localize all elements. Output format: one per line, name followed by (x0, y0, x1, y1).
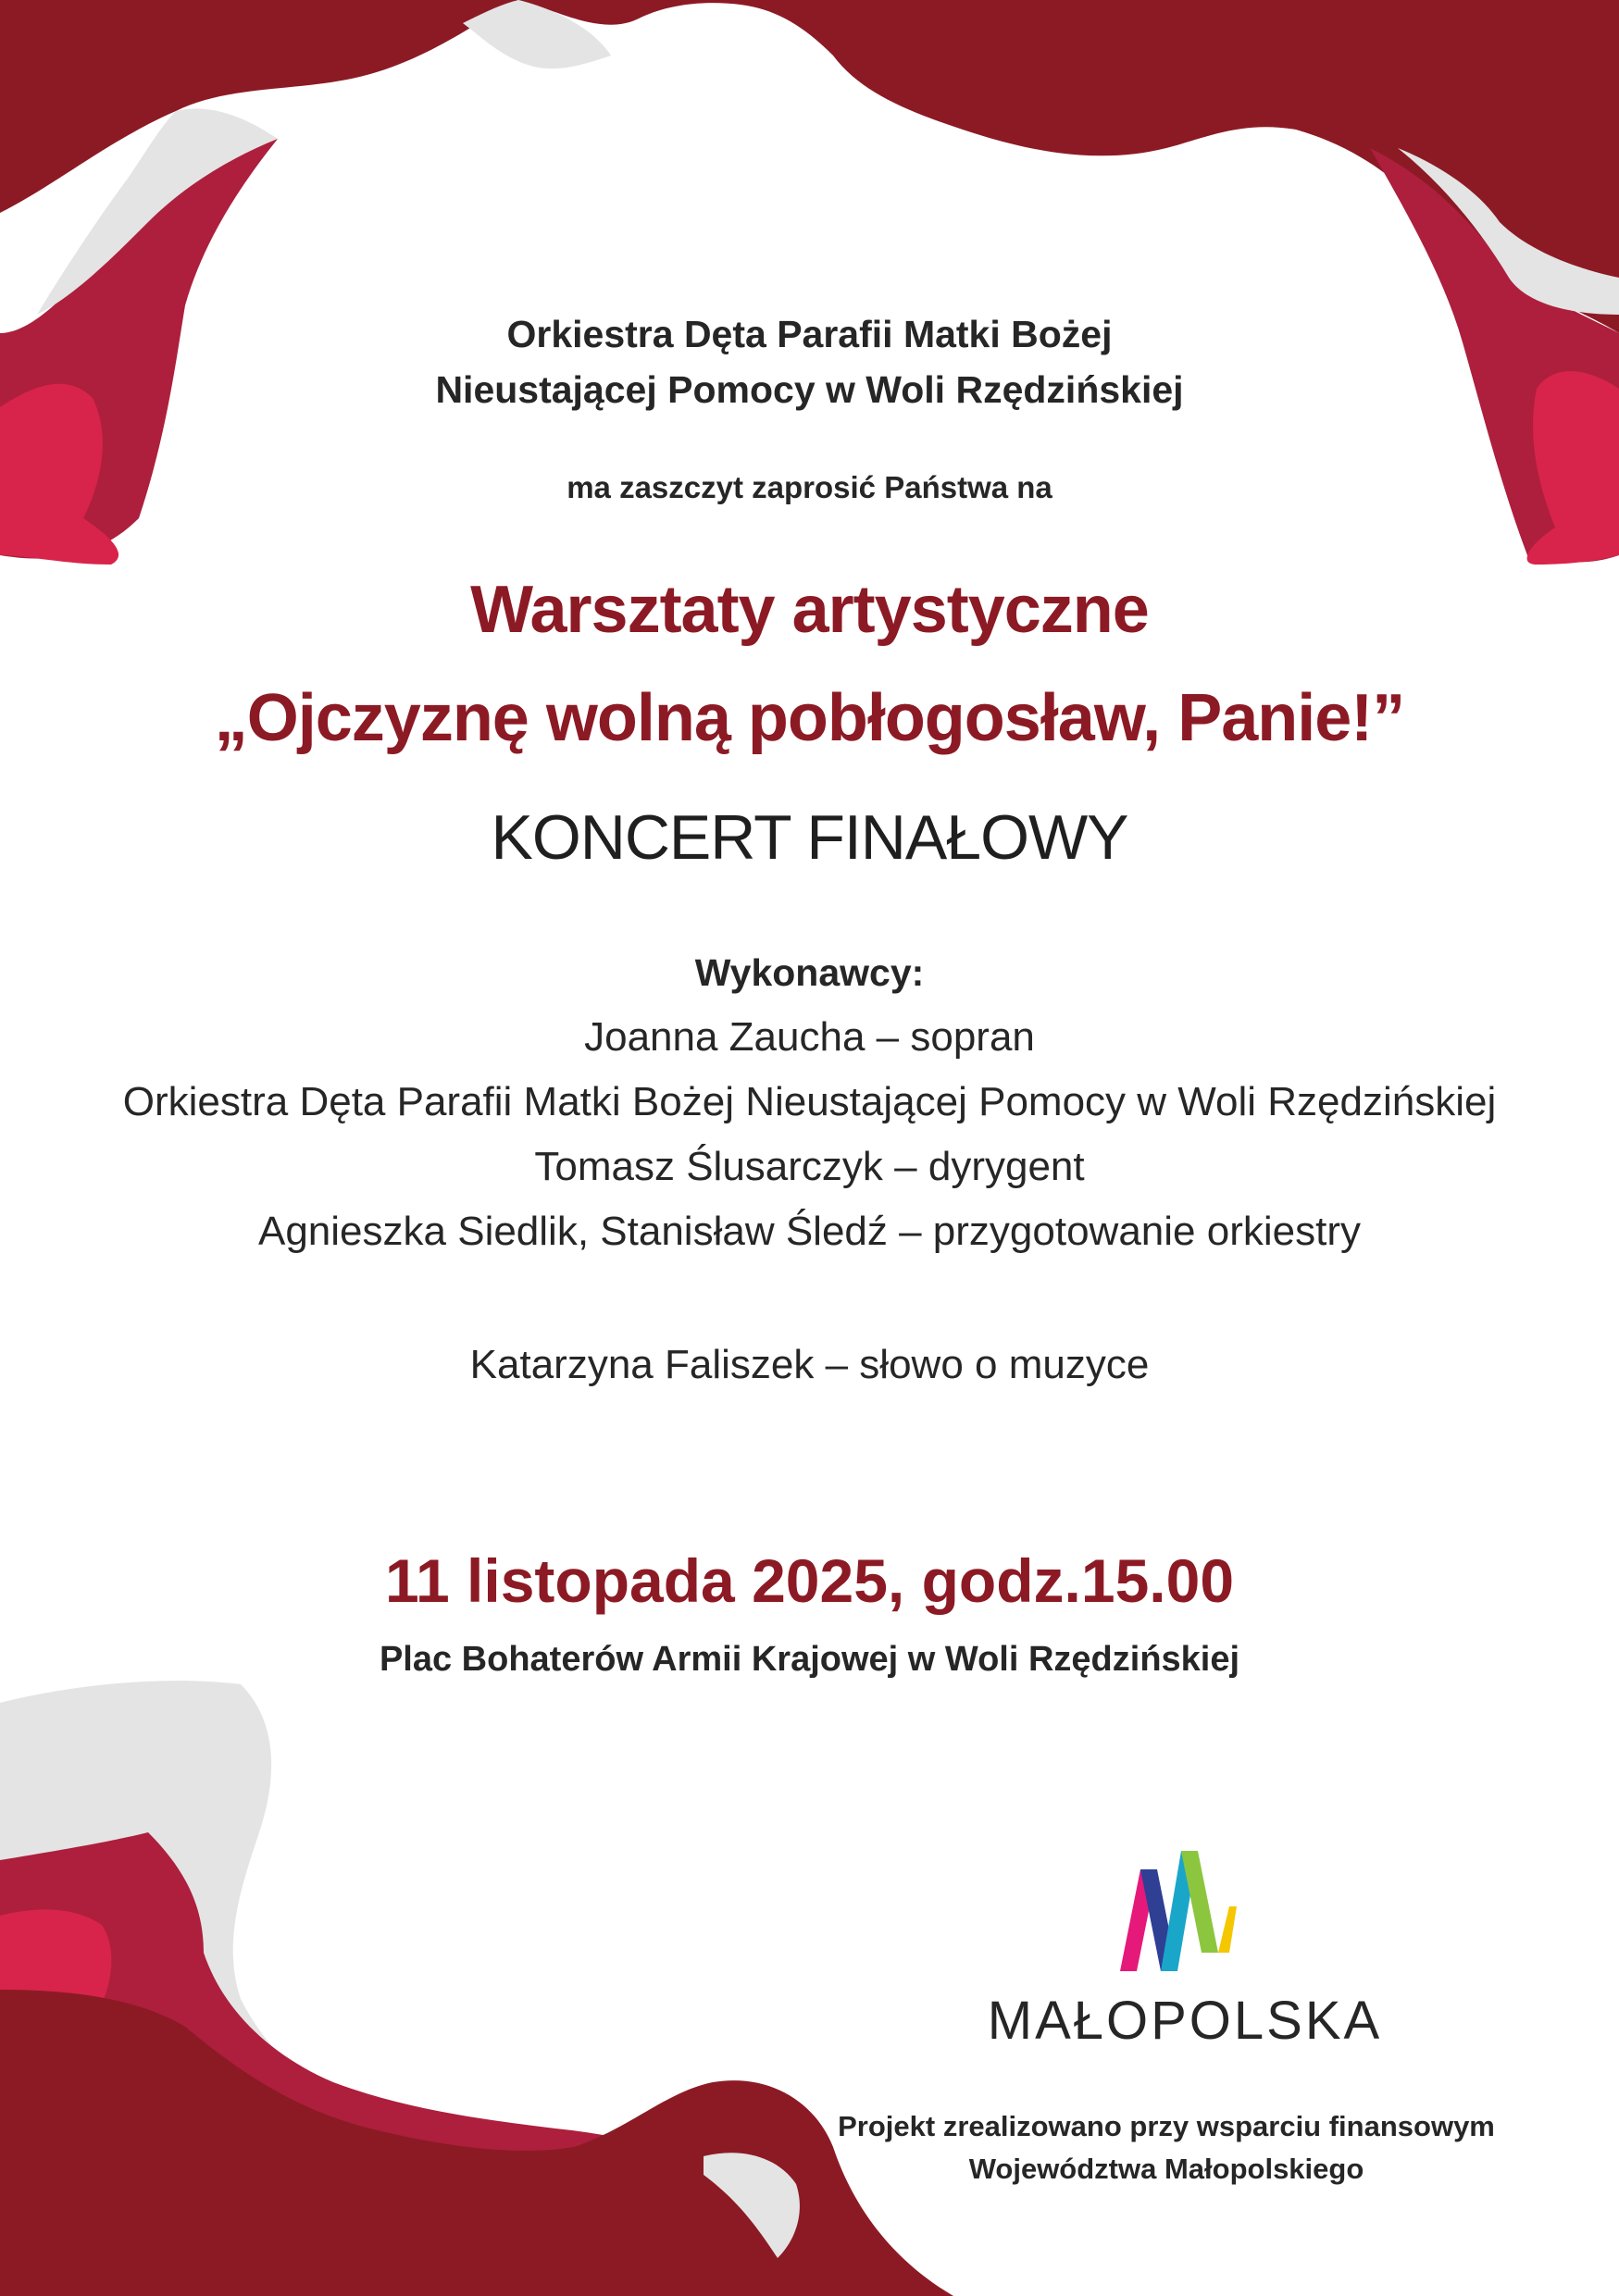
malopolska-logo (981, 1851, 1389, 2064)
performer-item: Orkiestra Dęta Parafii Matki Bożej Nieustającej Pomocy w Woli Rzędzińskiej (122, 1079, 1497, 1124)
footer-line-2: Województwa Małopolskiego (968, 2153, 1364, 2185)
event-venue: Plac Bohaterów Armii Krajowej w Woli Rzędzińskiej (379, 1640, 1240, 1679)
host-line-2: Nieustającej Pomocy w Woli Rzędzińskiej (435, 368, 1184, 411)
footer-line-1: Projekt zrealizowano przy wsparciu finansowym (838, 2110, 1495, 2142)
malopolska-logo-mark-icon (1120, 1851, 1250, 1971)
event-subtitle: KONCERT FINAŁOWY (491, 802, 1128, 873)
invitation-text: ma zaszczyt zaprosić Państwa na (567, 470, 1052, 504)
performer-item: Tomasz Ślusarczyk – dyrygent (534, 1144, 1085, 1189)
performers-heading: Wykonawcy: (694, 951, 925, 994)
host-line-1: Orkiestra Dęta Parafii Matki Bożej (506, 313, 1113, 355)
event-date-time: 11 listopada 2025, godz.15.00 (384, 1546, 1235, 1615)
commentary-credit: Katarzyna Faliszek – słowo o muzyce (469, 1342, 1150, 1387)
performer-item: Agnieszka Siedlik, Stanisław Śledź – przygotowanie orkiestry (257, 1209, 1361, 1254)
performer-item: Joanna Zaucha – sopran (584, 1014, 1035, 1060)
event-title-line-2: „Ojczyznę wolną pobłogosław, Panie!” (214, 681, 1405, 755)
malopolska-logo-text: MAŁOPOLSKA (987, 1991, 1383, 2051)
event-title-line-1: Warsztaty artystyczne (470, 573, 1149, 647)
